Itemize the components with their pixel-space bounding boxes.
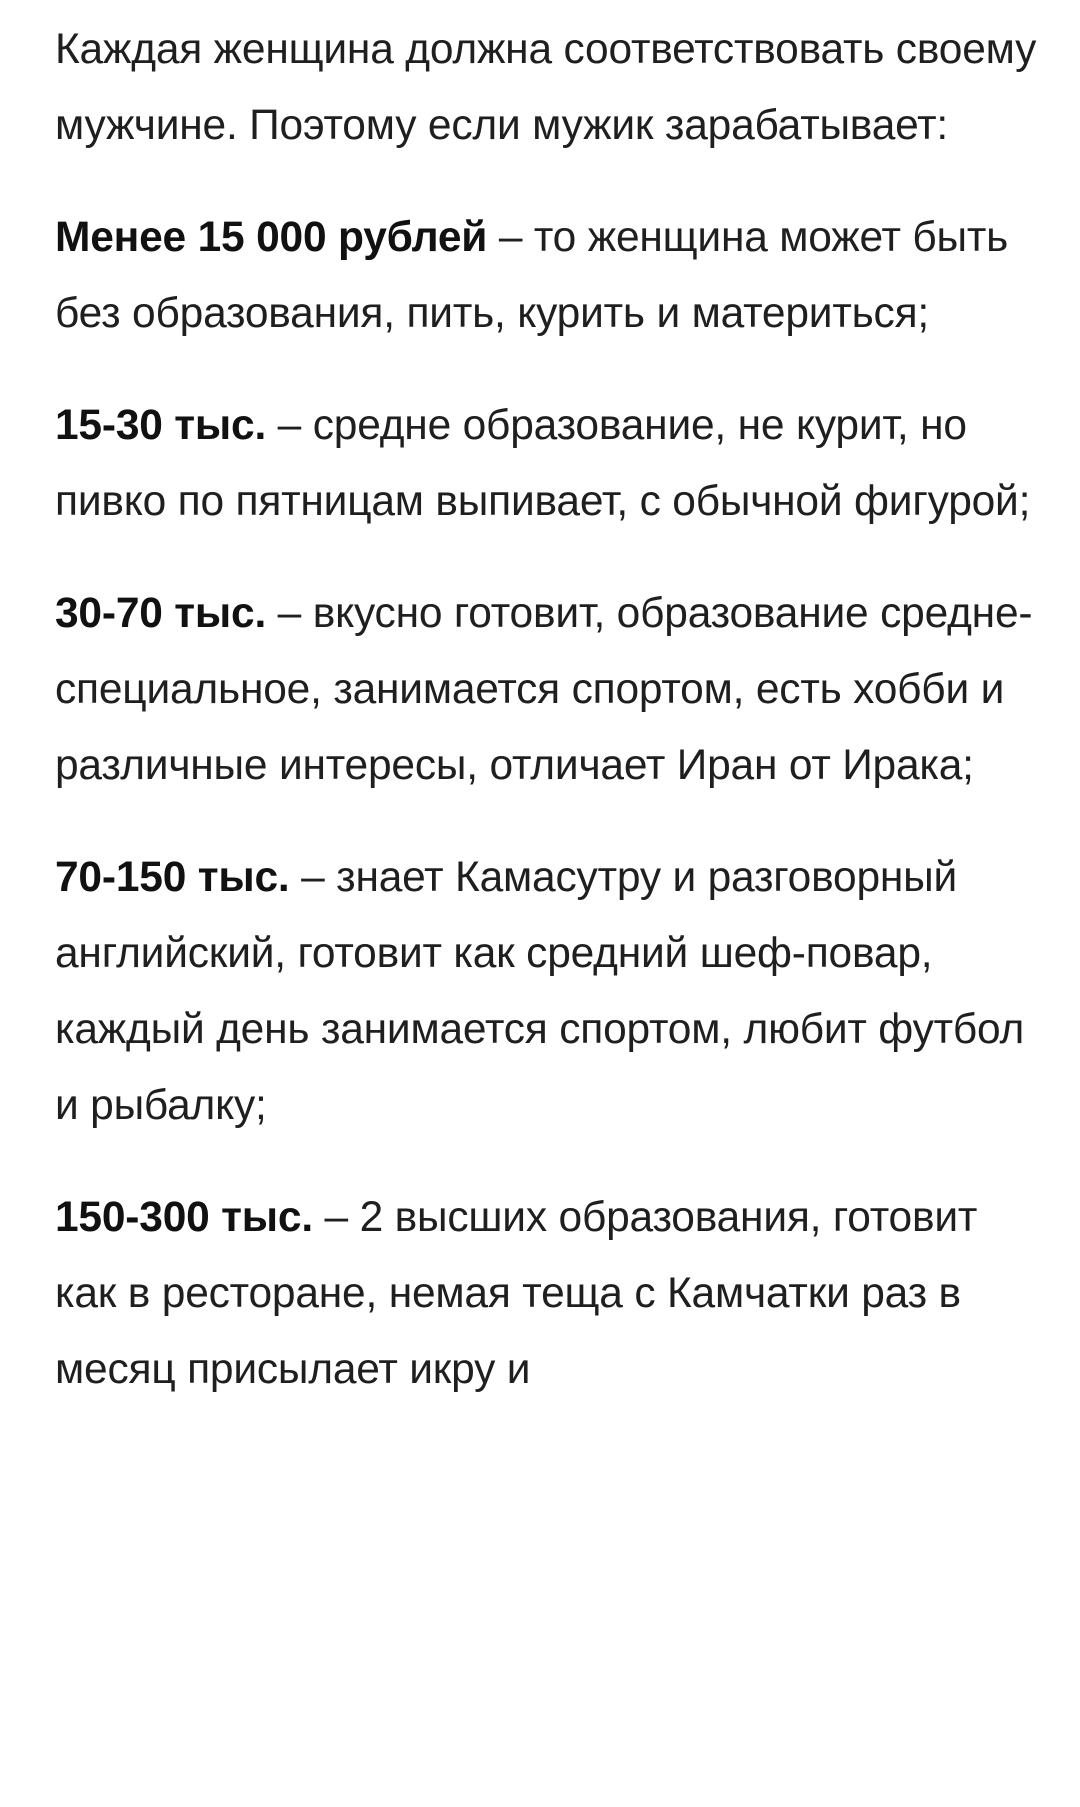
tier-1-income: Менее 15 000 рублей <box>55 214 488 261</box>
bottom-edge <box>0 1783 1080 1807</box>
tier-4-income: 70-150 тыс. <box>55 854 290 901</box>
tier-paragraph-1 <box>55 200 1045 352</box>
tier-2-description: – средне образование, не курит, но пивко по пятницам выпивает, с обычной фигурой; <box>55 402 1031 525</box>
tier-paragraph-2 <box>55 388 1045 540</box>
tier-paragraph-4 <box>55 840 1045 1144</box>
tier-paragraph-3 <box>55 576 1045 804</box>
tier-5-description: – 2 высших образования, готовит как в ресторане, немая теща с Камчатки раз в месяц присылает икру и <box>55 1194 978 1393</box>
tier-5-income: 150-300 тыс. <box>55 1194 313 1241</box>
tier-4-description: – знает Камасутру и разговорный английский, готовит как средний шеф-повар, каждый день занимается спортом, любит футбол и рыбалку; <box>55 854 1025 1129</box>
tier-3-income: 30-70 тыс. <box>55 590 267 637</box>
tier-3-description: – вкусно готовит, образование средне-специальное, занимается спортом, есть хобби и различные интересы, отличает Иран от Ирака; <box>55 590 1033 789</box>
intro-paragraph: Каждая женщина должна соответствовать своему мужчине. Поэтому если мужик зарабатывает: <box>55 26 1037 149</box>
tier-1-description: – то женщина может быть без образования, пить, курить и материться; <box>55 214 1009 337</box>
tier-2-income: 15-30 тыс. <box>55 402 267 449</box>
article-body <box>55 0 1045 1408</box>
tier-paragraph-5 <box>55 1180 1045 1408</box>
